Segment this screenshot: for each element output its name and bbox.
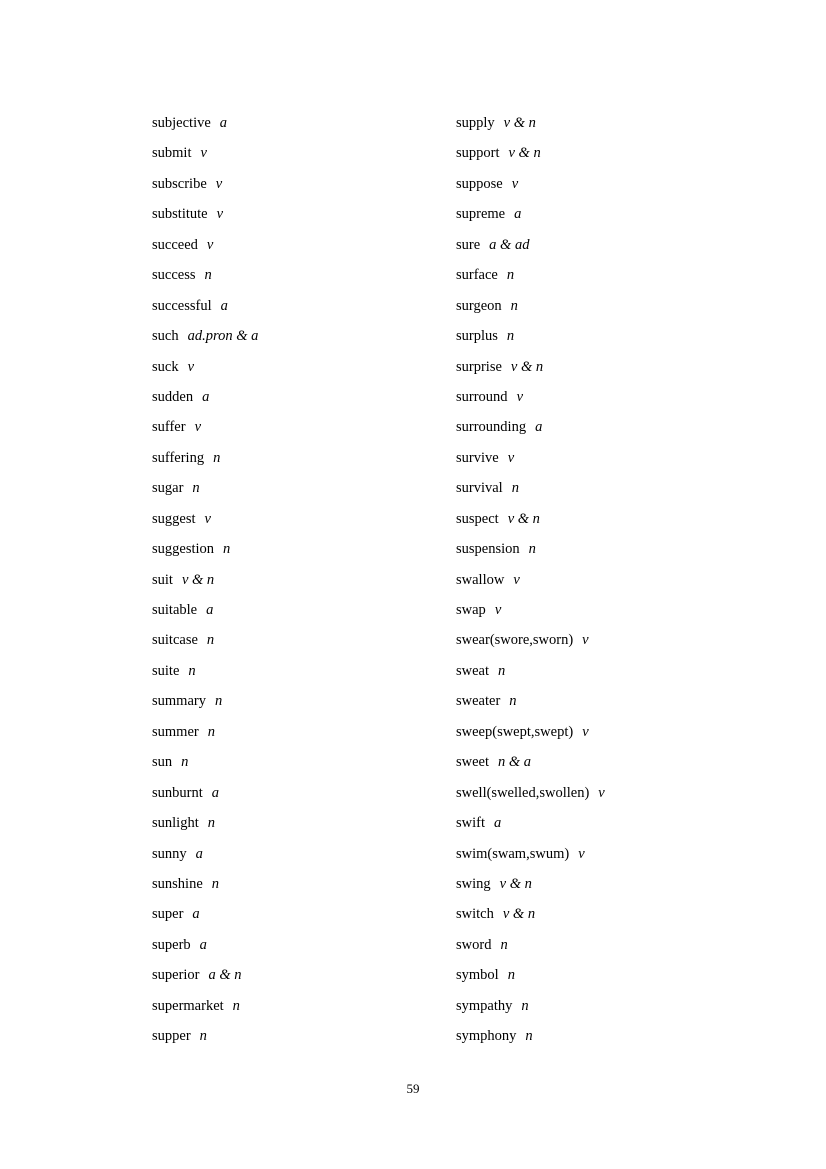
word-entry	[152, 473, 456, 503]
word-entry	[456, 869, 712, 899]
part-of-speech: a & ad	[489, 236, 530, 253]
word-text: such	[152, 328, 179, 345]
part-of-speech: a	[535, 419, 543, 436]
word-entry	[456, 504, 712, 534]
part-of-speech: a	[494, 815, 502, 832]
part-of-speech: v & n	[499, 875, 532, 892]
part-of-speech: v	[215, 175, 223, 192]
part-of-speech: n	[204, 267, 212, 284]
word-text: sweat	[456, 662, 490, 679]
word-text: suffer	[152, 419, 186, 436]
left-column	[152, 108, 456, 1052]
part-of-speech: v	[516, 388, 523, 405]
part-of-speech: v	[578, 845, 585, 862]
word-entry	[152, 504, 456, 534]
word-entry	[152, 991, 456, 1021]
word-entry	[152, 778, 456, 808]
word-text: sword	[456, 936, 492, 953]
word-entry	[152, 199, 456, 229]
word-text: symphony	[456, 1028, 517, 1045]
word-entry	[152, 412, 456, 442]
part-of-speech: v	[507, 449, 515, 466]
word-text: substitute	[152, 206, 208, 223]
part-of-speech: a	[195, 845, 203, 862]
part-of-speech: n	[223, 541, 231, 558]
part-of-speech: n	[214, 693, 223, 710]
word-text: subjective	[152, 115, 211, 131]
word-text: sun	[152, 754, 173, 771]
word-text: sweater	[456, 693, 501, 710]
word-entry	[456, 686, 712, 716]
word-entry	[456, 717, 712, 747]
word-entry	[456, 534, 712, 564]
word-entry	[456, 839, 712, 869]
word-text: subscribe	[152, 175, 207, 192]
word-entry	[456, 412, 712, 442]
part-of-speech: n	[510, 297, 518, 314]
word-entry	[152, 169, 456, 199]
word-text: supermarket	[152, 997, 224, 1014]
part-of-speech: v	[511, 175, 519, 192]
word-text: sweep(swept,swept)	[456, 723, 574, 740]
word-entry	[152, 565, 456, 595]
word-text: swift	[456, 815, 485, 832]
part-of-speech: n	[199, 1028, 207, 1045]
word-entry	[456, 443, 712, 473]
word-text: suite	[152, 662, 180, 679]
word-text: symbol	[456, 967, 499, 984]
word-entry	[152, 108, 456, 138]
word-entry	[456, 991, 712, 1021]
word-entry	[152, 443, 456, 473]
part-of-speech: a	[219, 115, 228, 131]
part-of-speech: v	[216, 206, 224, 223]
right-column	[456, 108, 712, 1052]
word-entry	[456, 169, 712, 199]
word-text: superior	[152, 967, 200, 984]
part-of-speech: v	[494, 602, 502, 618]
part-of-speech: n	[507, 967, 515, 984]
word-text: suffering	[152, 449, 205, 466]
part-of-speech: n	[525, 1028, 533, 1045]
part-of-speech: v	[200, 145, 207, 162]
word-text: suck	[152, 358, 179, 375]
part-of-speech: a	[220, 297, 228, 314]
word-text: surrounding	[456, 419, 527, 436]
word-text: suppose	[456, 175, 503, 192]
word-entry	[152, 1021, 456, 1051]
part-of-speech: v & n	[508, 145, 541, 162]
word-entry	[152, 625, 456, 655]
word-entry	[456, 260, 712, 290]
part-of-speech: v	[582, 723, 589, 740]
part-of-speech: v	[206, 236, 214, 253]
word-entry	[152, 808, 456, 838]
word-entry	[152, 960, 456, 990]
word-entry	[152, 230, 456, 260]
word-entry	[152, 686, 456, 716]
word-text: sunshine	[152, 875, 203, 892]
word-entry	[152, 869, 456, 899]
word-text: suitable	[152, 602, 198, 618]
word-entry	[152, 930, 456, 960]
part-of-speech: n	[206, 632, 215, 649]
word-text: suspension	[456, 541, 520, 558]
part-of-speech: v	[598, 784, 605, 801]
part-of-speech: a	[202, 388, 210, 405]
word-text: supply	[456, 115, 495, 131]
word-text: surgeon	[456, 297, 502, 314]
part-of-speech: n	[192, 480, 200, 497]
part-of-speech: v & n	[507, 510, 540, 527]
part-of-speech: n	[207, 815, 215, 832]
word-entry	[456, 778, 712, 808]
word-entry	[456, 199, 712, 229]
word-text: summary	[152, 693, 206, 710]
word-text: surplus	[456, 328, 498, 345]
word-entry	[152, 138, 456, 168]
word-text: sunlight	[152, 815, 199, 832]
part-of-speech: a	[199, 936, 207, 953]
word-entry	[152, 352, 456, 382]
word-entry	[456, 565, 712, 595]
part-of-speech: a	[211, 784, 219, 801]
word-entry	[152, 717, 456, 747]
part-of-speech: v	[513, 571, 520, 588]
word-entry	[152, 291, 456, 321]
part-of-speech: n	[211, 875, 219, 892]
word-entry	[152, 321, 456, 351]
word-text: suspect	[456, 510, 499, 527]
word-entry	[456, 1021, 712, 1051]
word-entry	[456, 960, 712, 990]
word-text: swing	[456, 875, 491, 892]
part-of-speech: n	[506, 267, 515, 284]
part-of-speech: v & n	[503, 115, 536, 131]
word-text: supreme	[456, 206, 506, 223]
word-text: support	[456, 145, 500, 162]
word-text: sympathy	[456, 997, 513, 1014]
word-entry	[456, 899, 712, 929]
word-entry	[152, 656, 456, 686]
part-of-speech: v & n	[502, 906, 536, 923]
word-text: survive	[456, 449, 499, 466]
word-text: suggestion	[152, 541, 215, 558]
word-text: suit	[152, 571, 173, 588]
word-text: switch	[456, 906, 494, 923]
word-entry	[152, 747, 456, 777]
word-text: succeed	[152, 236, 198, 253]
part-of-speech: v	[194, 419, 201, 436]
word-text: surround	[456, 388, 508, 405]
word-text: success	[152, 267, 196, 284]
word-text: swim(swam,swum)	[456, 845, 570, 862]
word-text: submit	[152, 145, 192, 162]
part-of-speech: n	[506, 328, 515, 345]
word-text: swear(swore,sworn)	[456, 632, 574, 649]
word-entry	[456, 230, 712, 260]
word-entry	[456, 625, 712, 655]
word-text: suggest	[152, 510, 196, 527]
part-of-speech: n & a	[498, 754, 532, 771]
word-text: sugar	[152, 480, 184, 497]
word-entry	[456, 747, 712, 777]
part-of-speech: n	[509, 693, 517, 710]
word-text: sure	[456, 236, 481, 253]
word-text: survival	[456, 480, 503, 497]
word-entry	[456, 108, 712, 138]
word-text: supper	[152, 1028, 191, 1045]
word-entry	[152, 839, 456, 869]
word-text: sweet	[456, 754, 490, 771]
word-entry	[456, 321, 712, 351]
part-of-speech: v & n	[510, 358, 544, 375]
page-number: 59	[406, 1081, 420, 1096]
part-of-speech: n	[500, 936, 508, 953]
part-of-speech: v	[582, 632, 589, 649]
word-entry	[456, 808, 712, 838]
part-of-speech: v & n	[181, 571, 215, 588]
word-entry	[152, 260, 456, 290]
part-of-speech: v	[204, 510, 211, 527]
part-of-speech: a & n	[208, 967, 242, 984]
word-text: surface	[456, 267, 498, 284]
word-text: surprise	[456, 358, 502, 375]
word-entry	[152, 595, 456, 625]
part-of-speech: a	[192, 906, 200, 923]
word-text: swell(swelled,swollen)	[456, 784, 590, 801]
word-entry	[456, 595, 712, 625]
word-entry	[152, 382, 456, 412]
word-text: sudden	[152, 388, 194, 405]
word-entry	[456, 473, 712, 503]
part-of-speech: a	[206, 602, 214, 618]
part-of-speech: n	[207, 723, 215, 740]
part-of-speech: n	[511, 480, 519, 497]
word-text: super	[152, 906, 184, 923]
word-entry	[456, 382, 712, 412]
part-of-speech: a	[514, 206, 522, 223]
word-entry	[456, 291, 712, 321]
part-of-speech: n	[181, 754, 189, 771]
word-text: sunny	[152, 845, 187, 862]
part-of-speech: n	[213, 449, 221, 466]
part-of-speech: n	[528, 541, 536, 558]
word-text: sunburnt	[152, 784, 203, 801]
part-of-speech: v	[187, 358, 195, 375]
part-of-speech: ad.pron & a	[187, 328, 259, 345]
part-of-speech: n	[188, 662, 196, 679]
word-list-columns	[152, 108, 712, 1052]
word-text: swallow	[456, 571, 505, 588]
word-entry	[456, 138, 712, 168]
word-entry	[456, 352, 712, 382]
word-entry	[456, 656, 712, 686]
word-text: successful	[152, 297, 212, 314]
word-text: swap	[456, 602, 486, 618]
part-of-speech: n	[521, 997, 529, 1014]
part-of-speech: n	[498, 662, 506, 679]
word-entry	[152, 899, 456, 929]
word-text: summer	[152, 723, 199, 740]
word-entry	[152, 534, 456, 564]
part-of-speech: n	[232, 997, 240, 1014]
word-text: superb	[152, 936, 191, 953]
word-entry	[456, 930, 712, 960]
word-text: suitcase	[152, 632, 198, 649]
